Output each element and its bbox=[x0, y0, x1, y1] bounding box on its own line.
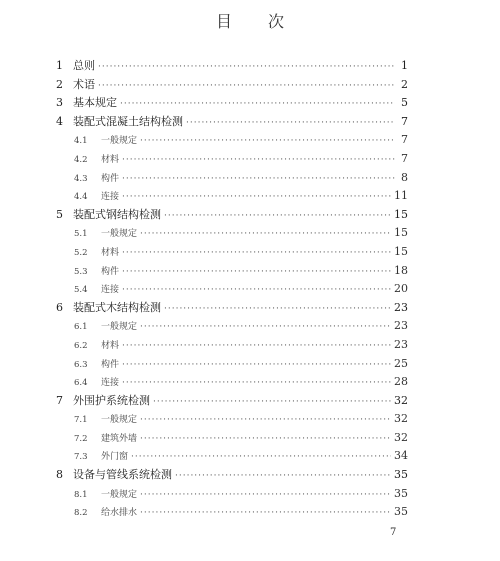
toc-entry-page: 1 bbox=[401, 59, 408, 72]
toc-dot-leader bbox=[140, 318, 391, 336]
page-number: 7 bbox=[390, 527, 397, 538]
toc-entry-label: 建筑外墙 bbox=[101, 433, 138, 444]
toc-entry-page: 28 bbox=[394, 375, 408, 389]
toc-entry-page: 23 bbox=[394, 319, 408, 333]
toc-dot-leader bbox=[140, 430, 391, 448]
toc-section-entry[interactable] bbox=[56, 262, 408, 281]
toc-section-entry[interactable] bbox=[56, 243, 408, 262]
toc-section-entry[interactable] bbox=[56, 410, 408, 429]
toc-entry-page: 34 bbox=[394, 449, 408, 463]
toc-dot-leader bbox=[175, 467, 391, 485]
toc-dot-leader bbox=[186, 114, 395, 132]
toc-entry-label: 装配式混凝土结构检测 bbox=[73, 114, 183, 128]
toc-dot-leader bbox=[98, 58, 395, 76]
toc-entry-number: 5.3 bbox=[74, 266, 88, 277]
toc-entry-label: 构件 bbox=[101, 266, 120, 277]
toc-entry-label: 总则 bbox=[73, 59, 95, 72]
toc-dot-leader bbox=[122, 188, 391, 206]
toc-section-entry[interactable] bbox=[56, 150, 408, 169]
toc-entry-number: 6.3 bbox=[74, 359, 88, 370]
toc-dot-leader bbox=[140, 225, 391, 243]
toc-entry-label: 一般规定 bbox=[101, 489, 138, 500]
toc-section-entry[interactable] bbox=[56, 224, 408, 243]
toc-entry-page: 32 bbox=[394, 430, 408, 444]
toc-section-entry[interactable] bbox=[56, 447, 408, 466]
toc-entry-page: 35 bbox=[394, 468, 408, 482]
toc-entry-label: 术语 bbox=[73, 77, 95, 91]
toc-entry-number: 4.2 bbox=[74, 154, 88, 165]
table-of-contents bbox=[56, 57, 408, 522]
toc-dot-leader bbox=[122, 151, 395, 169]
toc-entry-number: 3 bbox=[56, 96, 63, 110]
toc-chapter-entry[interactable] bbox=[56, 206, 408, 225]
toc-entry-page: 8 bbox=[401, 170, 408, 184]
toc-entry-number: 4.4 bbox=[74, 192, 88, 203]
toc-chapter-entry[interactable] bbox=[56, 299, 408, 318]
toc-entry-number: 1 bbox=[56, 59, 63, 72]
toc-section-entry[interactable] bbox=[56, 503, 408, 522]
toc-entry-page: 32 bbox=[394, 412, 408, 426]
toc-entry-page: 35 bbox=[394, 486, 408, 500]
toc-dot-leader bbox=[131, 448, 391, 466]
toc-entry-page: 25 bbox=[394, 356, 408, 370]
toc-entry-page: 2 bbox=[401, 77, 408, 91]
toc-entry-page: 15 bbox=[394, 244, 408, 258]
toc-entry-number: 6.2 bbox=[74, 340, 88, 351]
toc-entry-label: 给水排水 bbox=[101, 508, 138, 519]
toc-entry-page: 11 bbox=[394, 189, 408, 203]
toc-section-entry[interactable] bbox=[56, 355, 408, 374]
toc-entry-page: 32 bbox=[394, 393, 408, 407]
toc-section-entry[interactable] bbox=[56, 429, 408, 448]
toc-entry-number: 7.2 bbox=[74, 433, 88, 444]
toc-entry-label: 一般规定 bbox=[101, 229, 138, 240]
toc-chapter-entry[interactable] bbox=[56, 113, 408, 132]
toc-entry-number: 5 bbox=[56, 207, 63, 221]
toc-entry-page: 5 bbox=[401, 96, 408, 110]
title-char-2: 次 bbox=[268, 12, 285, 31]
toc-section-entry[interactable] bbox=[56, 373, 408, 392]
toc-dot-leader bbox=[122, 244, 391, 262]
toc-chapter-entry[interactable] bbox=[56, 76, 408, 95]
toc-entry-page: 7 bbox=[401, 151, 408, 165]
toc-chapter-entry[interactable] bbox=[56, 94, 408, 113]
toc-entry-label: 外围护系统检测 bbox=[73, 393, 150, 407]
toc-dot-leader bbox=[122, 337, 391, 355]
toc-dot-leader bbox=[140, 411, 391, 429]
toc-entry-page: 15 bbox=[394, 207, 408, 221]
toc-entry-number: 2 bbox=[56, 77, 63, 91]
toc-entry-label: 连接 bbox=[101, 378, 120, 389]
toc-entry-label: 一般规定 bbox=[101, 415, 138, 426]
toc-entry-label: 连接 bbox=[101, 192, 120, 203]
toc-entry-number: 7 bbox=[56, 393, 63, 407]
toc-chapter-entry[interactable] bbox=[56, 466, 408, 485]
toc-section-entry[interactable] bbox=[56, 336, 408, 355]
toc-entry-page: 18 bbox=[394, 263, 408, 277]
toc-section-entry[interactable] bbox=[56, 169, 408, 188]
toc-entry-page: 23 bbox=[394, 300, 408, 314]
toc-entry-page: 35 bbox=[394, 505, 408, 519]
toc-entry-label: 连接 bbox=[101, 285, 120, 296]
toc-dot-leader bbox=[164, 207, 391, 225]
toc-entry-number: 8.1 bbox=[74, 489, 88, 500]
toc-entry-label: 材料 bbox=[101, 154, 120, 165]
toc-section-entry[interactable] bbox=[56, 485, 408, 504]
toc-entry-label: 基本规定 bbox=[73, 96, 117, 110]
toc-dot-leader bbox=[122, 170, 395, 188]
toc-entry-number: 4 bbox=[56, 114, 63, 128]
toc-entry-number: 6.4 bbox=[74, 378, 88, 389]
toc-entry-number: 8 bbox=[56, 468, 63, 482]
toc-entry-number: 5.2 bbox=[74, 247, 88, 258]
toc-entry-page: 7 bbox=[401, 133, 408, 147]
toc-entry-number: 7.3 bbox=[74, 452, 88, 463]
toc-dot-leader bbox=[122, 374, 391, 392]
toc-dot-leader bbox=[140, 132, 395, 150]
toc-dot-leader bbox=[122, 281, 391, 299]
toc-section-entry[interactable] bbox=[56, 280, 408, 299]
toc-chapter-entry[interactable] bbox=[56, 57, 408, 76]
toc-entry-label: 装配式钢结构检测 bbox=[73, 207, 161, 221]
toc-dot-leader bbox=[140, 486, 391, 504]
toc-entry-number: 6 bbox=[56, 300, 63, 314]
toc-section-entry[interactable] bbox=[56, 131, 408, 150]
toc-dot-leader bbox=[120, 95, 395, 113]
toc-entry-number: 6.1 bbox=[74, 322, 88, 333]
toc-entry-label: 外门窗 bbox=[101, 452, 129, 463]
toc-entry-label: 材料 bbox=[101, 247, 120, 258]
toc-entry-label: 材料 bbox=[101, 340, 120, 351]
toc-dot-leader bbox=[98, 77, 395, 95]
toc-entry-page: 23 bbox=[394, 337, 408, 351]
toc-entry-label: 装配式木结构检测 bbox=[73, 300, 161, 314]
toc-entry-page: 20 bbox=[394, 282, 408, 296]
toc-entry-page: 7 bbox=[401, 114, 408, 128]
toc-dot-leader bbox=[164, 300, 391, 318]
toc-entry-number: 4.3 bbox=[74, 173, 88, 184]
toc-entry-page: 15 bbox=[394, 226, 408, 240]
toc-section-entry[interactable] bbox=[56, 317, 408, 336]
toc-dot-leader bbox=[122, 263, 391, 281]
toc-dot-leader bbox=[140, 504, 391, 522]
page-title bbox=[0, 9, 500, 32]
toc-section-entry[interactable] bbox=[56, 187, 408, 206]
toc-dot-leader bbox=[153, 393, 391, 411]
toc-entry-label: 构件 bbox=[101, 173, 120, 184]
toc-entry-number: 8.2 bbox=[74, 508, 88, 519]
toc-entry-number: 4.1 bbox=[74, 136, 88, 147]
toc-entry-number: 7.1 bbox=[74, 415, 88, 426]
toc-entry-number: 5.1 bbox=[74, 229, 88, 240]
toc-dot-leader bbox=[122, 356, 391, 374]
toc-chapter-entry[interactable] bbox=[56, 392, 408, 411]
toc-entry-label: 一般规定 bbox=[101, 322, 138, 333]
toc-entry-label: 设备与管线系统检测 bbox=[73, 468, 172, 482]
toc-entry-label: 构件 bbox=[101, 359, 120, 370]
toc-entry-number: 5.4 bbox=[74, 285, 88, 296]
title-char-1: 目 bbox=[215, 12, 232, 31]
toc-entry-label: 一般规定 bbox=[101, 136, 138, 147]
